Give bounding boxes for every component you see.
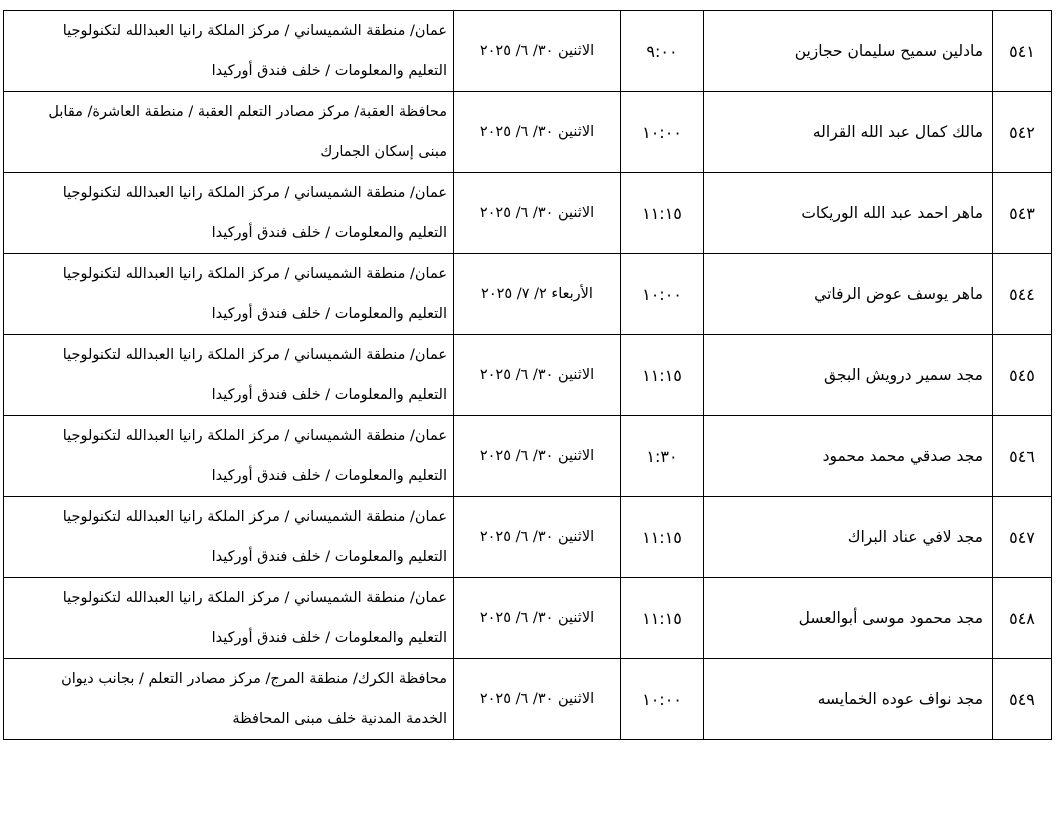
location-line-1: محافظة الكرك/ منطقة المرج/ مركز مصادر التعلم / بجانب ديوان xyxy=(61,671,447,687)
location-line-1: عمان/ منطقة الشميساني / مركز الملكة رانيا العبدالله لتكنولوجيا xyxy=(62,266,447,282)
location-line-2: التعليم والمعلومات / خلف فندق أوركيدا xyxy=(211,468,447,484)
location-line-2: الخدمة المدنية خلف مبنى المحافظة xyxy=(232,711,447,727)
exam-time-cell: ١٠:٠٠ xyxy=(621,659,704,740)
row-number-cell: ٥٤٧ xyxy=(993,497,1052,578)
location-line-1: عمان/ منطقة الشميساني / مركز الملكة رانيا العبدالله لتكنولوجيا xyxy=(62,509,447,525)
candidate-name-cell: مجد صدقي محمد محمود xyxy=(704,416,993,497)
location-line-2: التعليم والمعلومات / خلف فندق أوركيدا xyxy=(211,549,447,565)
exam-location-cell xyxy=(4,11,454,92)
location-line-2: التعليم والمعلومات / خلف فندق أوركيدا xyxy=(211,387,447,403)
exam-time-cell: ١١:١٥ xyxy=(621,497,704,578)
exam-time-cell: ١١:١٥ xyxy=(621,335,704,416)
table-row xyxy=(4,659,1052,740)
row-number-cell: ٥٤١ xyxy=(993,11,1052,92)
exam-date-cell: الاثنين ٣٠/ ٦/ ٢٠٢٥ xyxy=(454,11,621,92)
exam-time-cell: ١١:١٥ xyxy=(621,578,704,659)
exam-date-cell: الأربعاء ٢/ ٧/ ٢٠٢٥ xyxy=(454,254,621,335)
row-number-cell: ٥٤٥ xyxy=(993,335,1052,416)
exam-date-cell: الاثنين ٣٠/ ٦/ ٢٠٢٥ xyxy=(454,92,621,173)
table-row xyxy=(4,254,1052,335)
exam-time-cell: ٩:٠٠ xyxy=(621,11,704,92)
exam-time-cell: ١٠:٠٠ xyxy=(621,254,704,335)
candidate-name-cell: مجد لافي عناد البراك xyxy=(704,497,993,578)
schedule-table xyxy=(3,10,1052,740)
location-line-1: محافظة العقبة/ مركز مصادر التعلم العقبة / منطقة العاشرة/ مقابل xyxy=(48,104,447,120)
candidate-name-cell: مالك كمال عبد الله القراله xyxy=(704,92,993,173)
candidate-name-cell: ماهر احمد عبد الله الوريكات xyxy=(704,173,993,254)
table-row xyxy=(4,11,1052,92)
table-row xyxy=(4,416,1052,497)
location-line-2: مبنى إسكان الجمارك xyxy=(320,144,447,160)
exam-date-cell: الاثنين ٣٠/ ٦/ ٢٠٢٥ xyxy=(454,497,621,578)
table-row xyxy=(4,335,1052,416)
exam-location-cell xyxy=(4,335,454,416)
table-row xyxy=(4,497,1052,578)
table-row xyxy=(4,92,1052,173)
location-line-2: التعليم والمعلومات / خلف فندق أوركيدا xyxy=(211,630,447,646)
exam-date-cell: الاثنين ٣٠/ ٦/ ٢٠٢٥ xyxy=(454,173,621,254)
candidate-name-cell: مجد محمود موسى أبوالعسل xyxy=(704,578,993,659)
exam-time-cell: ١١:١٥ xyxy=(621,173,704,254)
exam-time-cell: ١:٣٠ xyxy=(621,416,704,497)
location-line-1: عمان/ منطقة الشميساني / مركز الملكة رانيا العبدالله لتكنولوجيا xyxy=(62,23,447,39)
exam-location-cell xyxy=(4,497,454,578)
location-line-1: عمان/ منطقة الشميساني / مركز الملكة رانيا العبدالله لتكنولوجيا xyxy=(62,428,447,444)
location-line-1: عمان/ منطقة الشميساني / مركز الملكة رانيا العبدالله لتكنولوجيا xyxy=(62,185,447,201)
location-line-2: التعليم والمعلومات / خلف فندق أوركيدا xyxy=(211,225,447,241)
table-row xyxy=(4,578,1052,659)
row-number-cell: ٥٤٩ xyxy=(993,659,1052,740)
exam-location-cell xyxy=(4,92,454,173)
row-number-cell: ٥٤٢ xyxy=(993,92,1052,173)
row-number-cell: ٥٤٦ xyxy=(993,416,1052,497)
location-line-2: التعليم والمعلومات / خلف فندق أوركيدا xyxy=(211,63,447,79)
exam-date-cell: الاثنين ٣٠/ ٦/ ٢٠٢٥ xyxy=(454,416,621,497)
exam-date-cell: الاثنين ٣٠/ ٦/ ٢٠٢٥ xyxy=(454,659,621,740)
exam-date-cell: الاثنين ٣٠/ ٦/ ٢٠٢٥ xyxy=(454,578,621,659)
exam-location-cell xyxy=(4,578,454,659)
location-line-2: التعليم والمعلومات / خلف فندق أوركيدا xyxy=(211,306,447,322)
candidate-name-cell: ماهر يوسف عوض الرفاتي xyxy=(704,254,993,335)
row-number-cell: ٥٤٤ xyxy=(993,254,1052,335)
exam-location-cell xyxy=(4,416,454,497)
table-row xyxy=(4,173,1052,254)
row-number-cell: ٥٤٣ xyxy=(993,173,1052,254)
row-number-cell: ٥٤٨ xyxy=(993,578,1052,659)
candidate-name-cell: مجد نواف عوده الخمايسه xyxy=(704,659,993,740)
exam-location-cell xyxy=(4,173,454,254)
location-line-1: عمان/ منطقة الشميساني / مركز الملكة رانيا العبدالله لتكنولوجيا xyxy=(62,590,447,606)
exam-location-cell xyxy=(4,254,454,335)
schedule-table-body xyxy=(4,11,1052,740)
exam-location-cell xyxy=(4,659,454,740)
exam-time-cell: ١٠:٠٠ xyxy=(621,92,704,173)
exam-date-cell: الاثنين ٣٠/ ٦/ ٢٠٢٥ xyxy=(454,335,621,416)
location-line-1: عمان/ منطقة الشميساني / مركز الملكة رانيا العبدالله لتكنولوجيا xyxy=(62,347,447,363)
candidate-name-cell: مجد سمير درويش البجق xyxy=(704,335,993,416)
candidate-name-cell: مادلين سميح سليمان حجازين xyxy=(704,11,993,92)
